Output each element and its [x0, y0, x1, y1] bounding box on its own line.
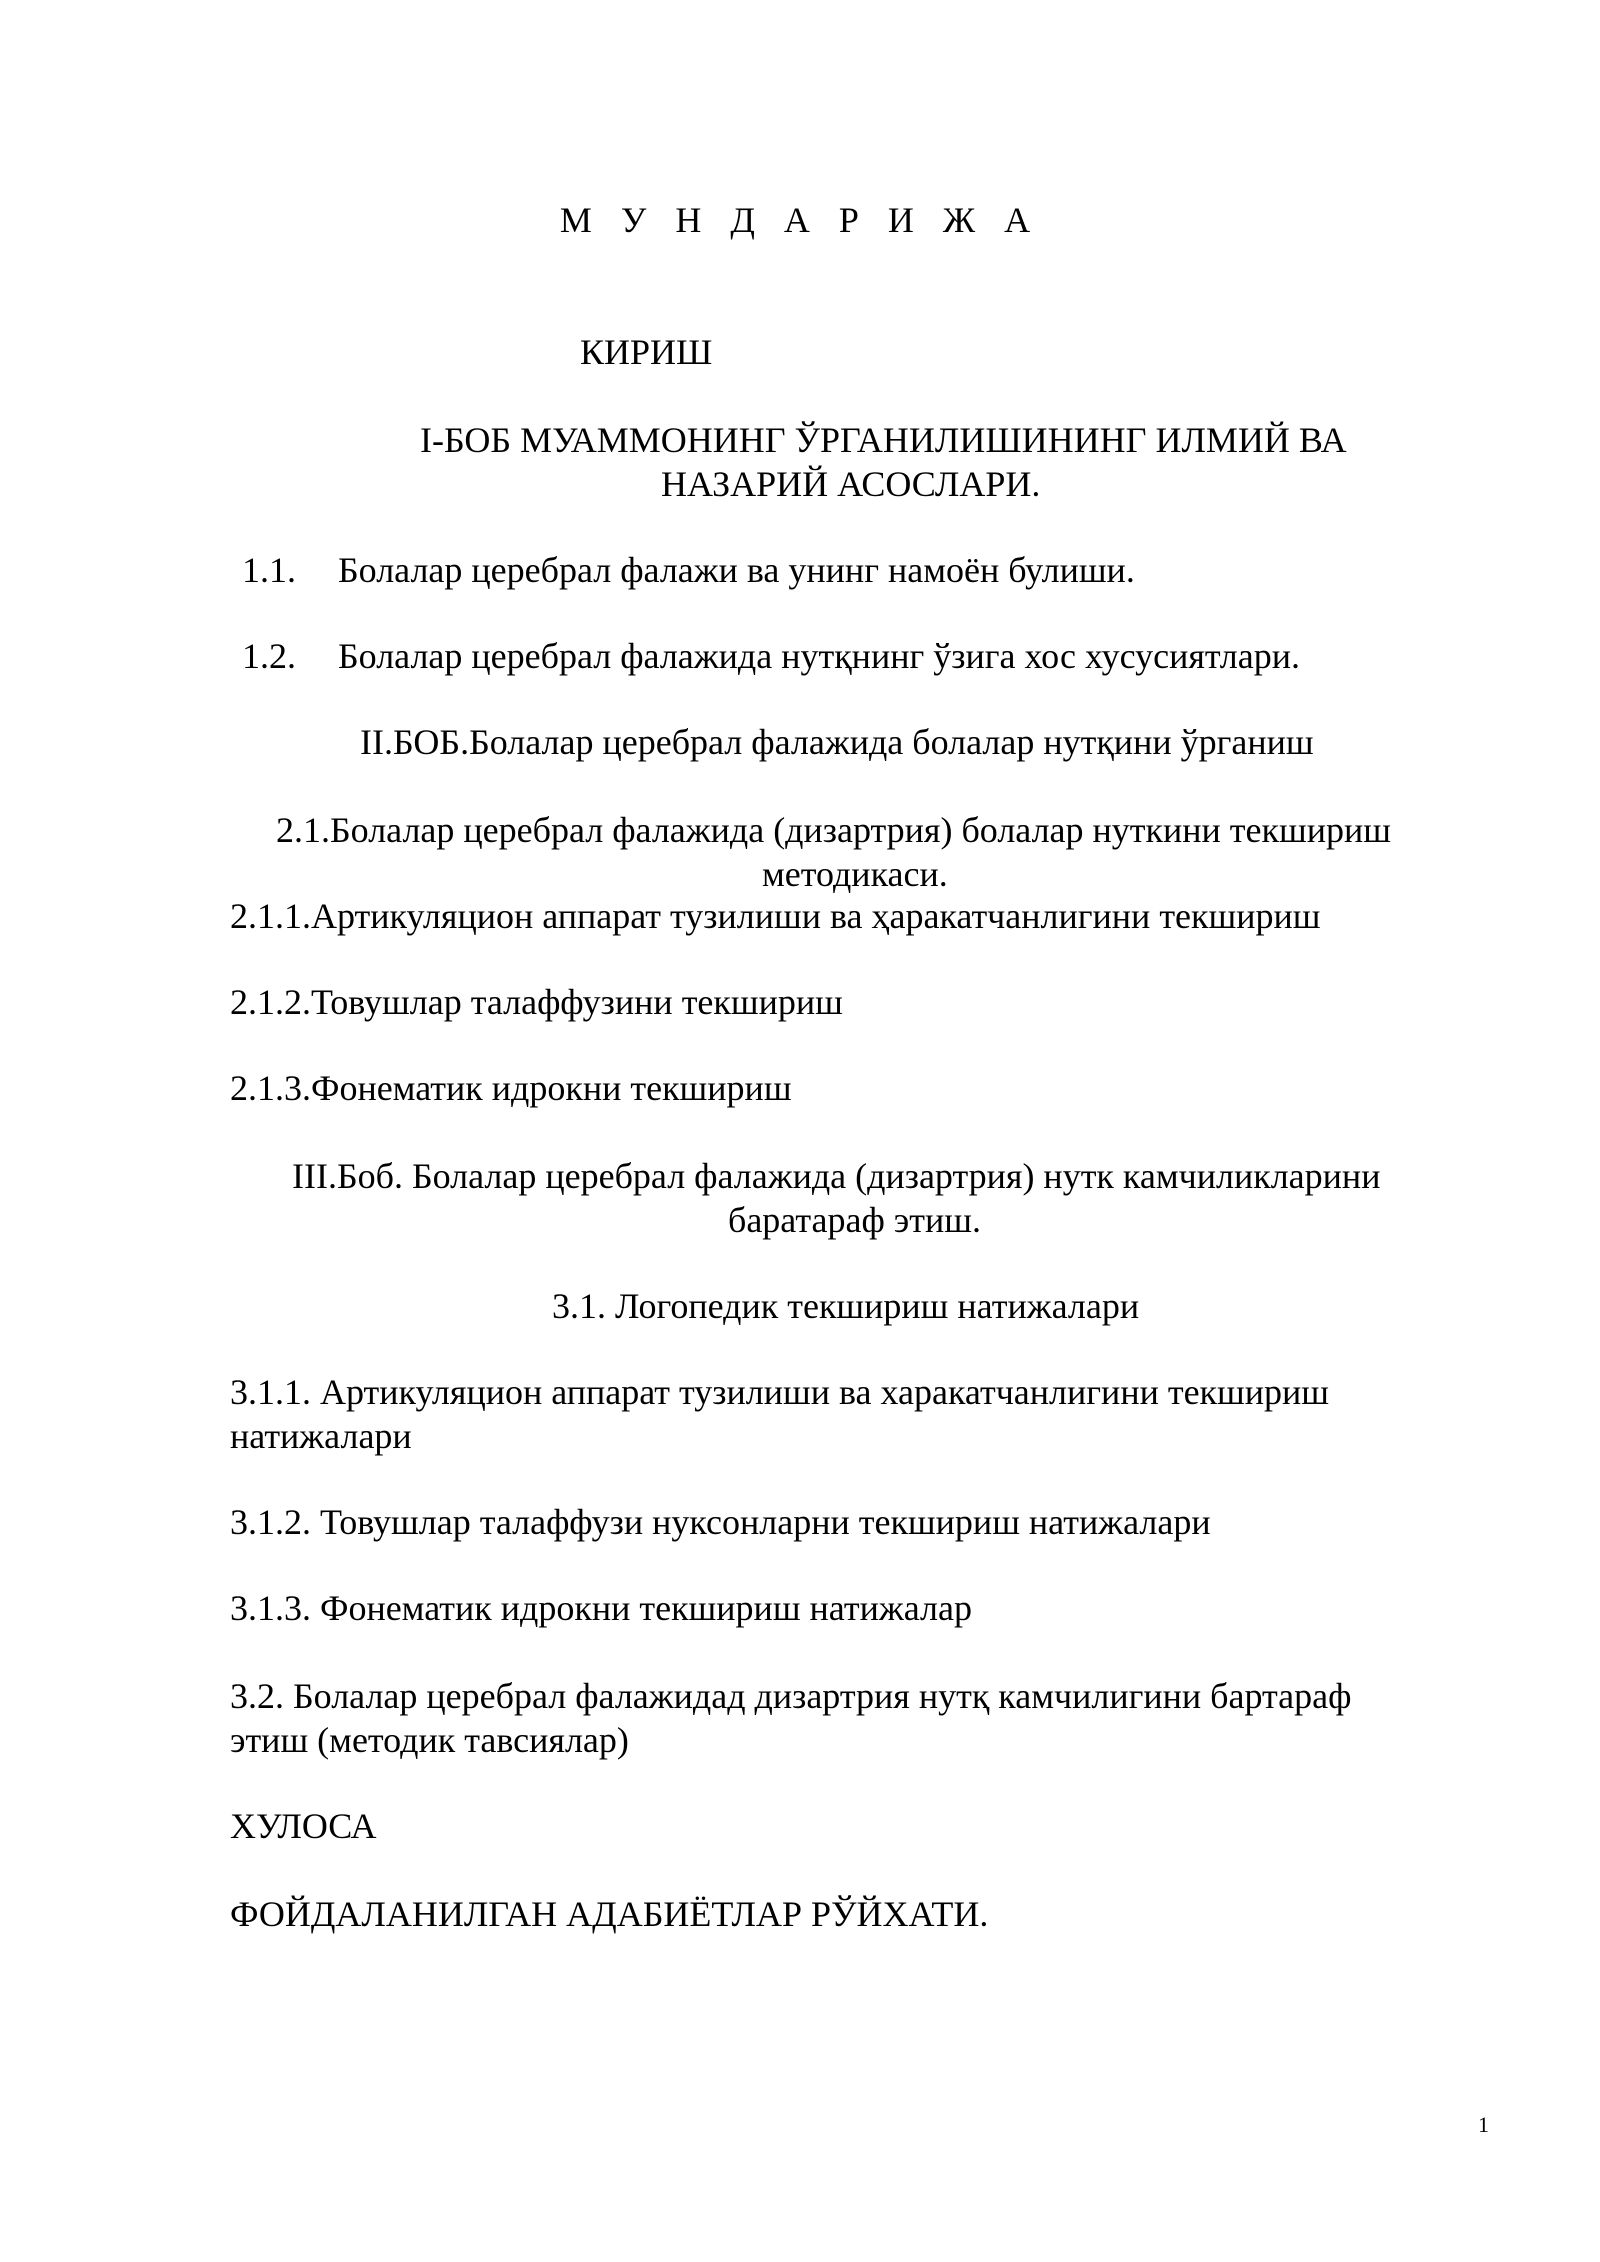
toc-references: ФОЙДАЛАНИЛГАН АДАБИЁТЛАР РЎЙХАТИ.	[230, 1894, 989, 1934]
toc-chapter3-line1: III.Боб. Болалар церебрал фалажида (дизартрия) нутк камчиликларини	[292, 1156, 1381, 1196]
toc-section-2-1-line2: методикаси.	[762, 854, 948, 894]
toc-section-2-1-line1: 2.1.Болалар церебрал фалажида (дизартрия) болалар нуткини текшириш	[276, 810, 1391, 850]
section-number: 1.1.	[242, 550, 296, 590]
toc-chapter1-line2: НАЗАРИЙ АСОСЛАРИ.	[661, 464, 1041, 504]
toc-section-3-1-2: 3.1.2. Товушлар талаффузи нуксонларни текшириш натижалари	[230, 1502, 1211, 1542]
toc-heading: М У Н Д А Р И Ж А	[559, 200, 1041, 240]
toc-section-3-1-3: 3.1.3. Фонематик идрокни текшириш натижалар	[230, 1588, 972, 1628]
toc-section-3-1: 3.1. Логопедик текшириш натижалари	[552, 1286, 1140, 1326]
toc-chapter1-line1: I-БОБ МУАММОНИНГ ЎРГАНИЛИШИНИНГ ИЛМИЙ ВА	[420, 420, 1347, 460]
section-title: Болалар церебрал фалажида нутқнинг ўзига хос хусусиятлари.	[338, 636, 1300, 676]
toc-section-2-1-1: 2.1.1.Артикуляцион аппарат тузилиши ва ҳаракатчанлигини текшириш	[230, 896, 1321, 936]
toc-chapter2: II.БОБ.Болалар церебрал фалажида болалар нутқини ўрганиш	[360, 722, 1314, 762]
page-number: 1	[1478, 2112, 1489, 2137]
section-title: Болалар церебрал фалажи ва унинг намоён булиши.	[338, 550, 1135, 590]
toc-section-2-1-3: 2.1.3.Фонематик идрокни текшириш	[230, 1068, 792, 1108]
section-number: 1.2.	[242, 636, 296, 676]
toc-section-2-1-2: 2.1.2.Товушлар талаффузини текшириш	[230, 982, 843, 1022]
toc-section-3-2-line2: этиш (методик тавсиялар)	[230, 1720, 629, 1760]
toc-chapter3-line2: баратараф этиш.	[728, 1200, 981, 1240]
toc-conclusion: ХУЛОСА	[230, 1806, 377, 1846]
toc-section-3-1-1-line1: 3.1.1. Артикуляцион аппарат тузилиши ва харакатчанлигини текшириш	[230, 1372, 1330, 1412]
toc-section-3-1-1-line2: натижалари	[230, 1416, 412, 1456]
toc-intro: КИРИШ	[580, 332, 713, 372]
toc-section-3-2-line1: 3.2. Болалар церебрал фалажидад дизартрия нутқ камчилигини бартараф	[230, 1676, 1352, 1716]
